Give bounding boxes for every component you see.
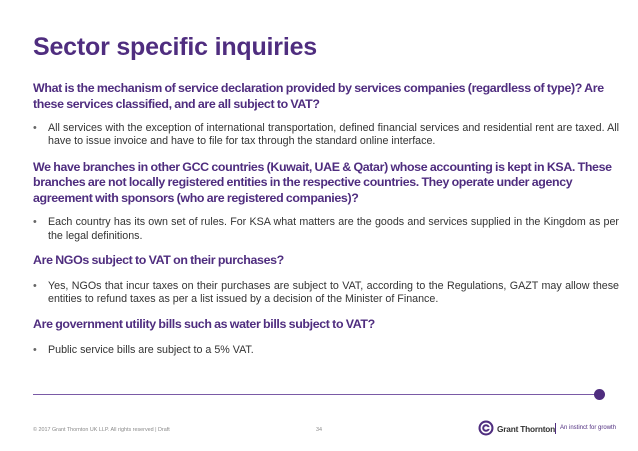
faq-answer-1-text: All services with the exception of international transportation, defined financial services and residential rent are taxed. All have to issue invoice and have to file for tax through the standard online interface. [48, 122, 619, 148]
faq-list [33, 81, 619, 357]
bullet-icon: • [33, 122, 37, 134]
faq-answer-2 [33, 216, 619, 243]
faq-answer-4-text: Public service bills are subject to a 5% VAT. [48, 343, 254, 356]
footer-copyright: © 2017 Grant Thornton UK LLP. All rights reserved | Draft [33, 427, 170, 433]
brand-tagline: An instinct for growth [560, 425, 617, 431]
faq-answer-4 [33, 344, 619, 357]
faq-answer-3 [33, 280, 619, 307]
faq-question-2: We have branches in other GCC countries (Kuwait, UAE & Qatar) whose accounting is kept in KSA. These branches are not locally registered entities in the respective countries. They operate under agency agreement with sponsors (who are registered companies)? [33, 159, 612, 205]
divider-dot-icon [594, 389, 605, 400]
brand-logo [478, 420, 628, 438]
brand-name: Grant Thornton [497, 424, 556, 434]
faq-question-3: Are NGOs subject to VAT on their purchases? [33, 253, 284, 268]
faq-answer-1 [33, 122, 619, 149]
faq-answer-3-text: Yes, NGOs that incur taxes on their purchases are subject to VAT, according to the Regulations, GAZT may allow these entities to refund taxes as per a list issued by a decision of the Minister of Finance. [48, 279, 619, 306]
grant-thornton-logo-mark-icon [478, 420, 494, 436]
faq-answer-2-text: Each country has its own set of rules. For KSA what matters are the goods and services supplied in the Kingdom as per the legal definitions. [48, 216, 619, 242]
bullet-icon: • [33, 343, 37, 356]
page-number: 34 [316, 427, 322, 433]
page-title: Sector specific inquiries [33, 33, 317, 61]
bullet-icon: • [33, 279, 37, 292]
faq-question-4: Are government utility bills such as water bills subject to VAT? [33, 317, 375, 332]
footer-divider [33, 394, 596, 395]
bullet-icon: • [33, 216, 37, 229]
brand-separator [555, 423, 556, 434]
faq-question-1: What is the mechanism of service declaration provided by services companies (regardless of type)? Are these services classified, and are all subject to VAT? [33, 81, 604, 111]
